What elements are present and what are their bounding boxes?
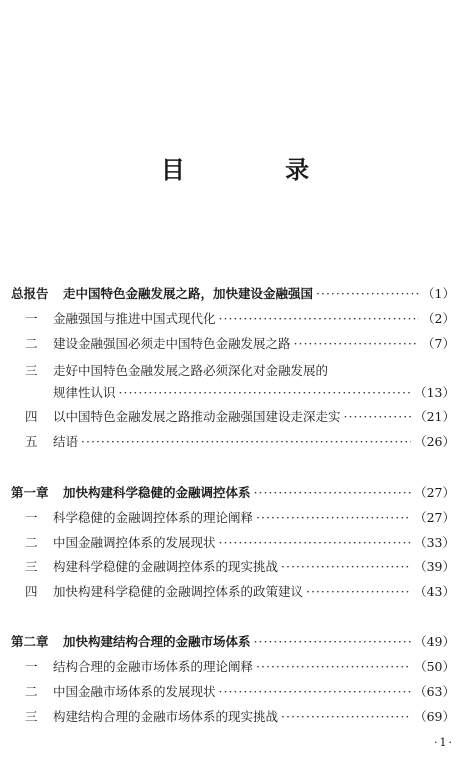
section-title: 中国金融调控体系的发展现状 (53, 535, 216, 550)
page-folio: ·1· (434, 736, 454, 749)
page-number: （69） (414, 709, 455, 724)
toc-entry[interactable] (11, 656, 455, 676)
page-number: （33） (414, 535, 455, 550)
section-number: 四 (25, 584, 38, 599)
section-title: 金融强国与推进中国式现代化 (53, 311, 216, 326)
chapter-number: 第一章 (11, 485, 49, 500)
page-number: （1） (422, 286, 455, 301)
chapter-title: 加快构建结构合理的金融市场体系 (63, 634, 251, 649)
page-number: （27） (414, 510, 455, 525)
toc-chapter-heading[interactable] (11, 482, 455, 502)
section-title: 结语 (53, 434, 79, 449)
section-number: 三 (25, 709, 38, 724)
section-title: 构建结构合理的金融市场体系的现实挑战 (53, 709, 279, 724)
section-title-continued: 规律性认识 (53, 385, 116, 400)
section-title: 走好中国特色金融发展之路必须深化对金融发展的 (53, 363, 329, 378)
toc-entry[interactable] (11, 581, 455, 601)
toc-entry[interactable] (11, 406, 455, 426)
page-number: （63） (414, 684, 455, 699)
section-title: 以中国特色金融发展之路推动金融强国建设走深走实 (53, 409, 341, 424)
toc-entry[interactable] (11, 308, 455, 328)
leader-dots (256, 510, 411, 525)
leader-dots (256, 659, 411, 674)
section-title: 构建科学稳健的金融调控体系的现实挑战 (53, 559, 279, 574)
page-number: （13） (414, 385, 455, 400)
page-number: （26） (414, 434, 455, 449)
section-title: 中国金融市场体系的发展现状 (53, 684, 216, 699)
page-number: （39） (414, 559, 455, 574)
page-number: （50） (414, 659, 455, 674)
toc-entry[interactable] (11, 333, 455, 353)
leader-dots (254, 634, 412, 649)
leader-dots (344, 409, 412, 424)
toc-report-heading[interactable] (11, 283, 455, 303)
chapter-title: 加快构建科学稳健的金融调控体系 (63, 485, 251, 500)
toc-chapter-heading[interactable] (11, 631, 455, 651)
section-title: 建设金融强国必须走中国特色金融发展之路 (53, 336, 291, 351)
leader-dots (316, 286, 419, 301)
page-number: （43） (414, 584, 455, 599)
leader-dots (281, 709, 411, 724)
toc-entry[interactable] (11, 532, 455, 552)
section-number: 三 (25, 363, 38, 378)
page-number: （27） (414, 485, 455, 500)
page-number: （2） (422, 311, 455, 326)
toc-entry-first-line[interactable] (25, 361, 328, 379)
page-number: （21） (414, 409, 455, 424)
section-number: 二 (25, 336, 38, 351)
leader-dots (119, 385, 412, 400)
section-number: 一 (25, 311, 38, 326)
report-number: 总报告 (11, 286, 49, 301)
section-number: 一 (25, 659, 38, 674)
leader-dots (254, 485, 412, 500)
page-title: 目 录 (160, 155, 356, 184)
chapter-number: 第二章 (11, 634, 49, 649)
toc-entry[interactable] (11, 681, 455, 701)
section-number: 三 (25, 559, 38, 574)
page-number: （49） (414, 634, 455, 649)
section-number: 五 (25, 434, 38, 449)
leader-dots (219, 311, 420, 326)
section-number: 一 (25, 510, 38, 525)
section-number: 二 (25, 684, 38, 699)
leader-dots (219, 535, 412, 550)
toc-entry[interactable] (11, 431, 455, 451)
toc-entry-continuation[interactable] (11, 382, 455, 402)
section-number: 四 (25, 409, 38, 424)
leader-dots (281, 559, 411, 574)
report-title: 走中国特色金融发展之路，加快建设金融强国 (63, 286, 314, 301)
leader-dots (294, 336, 420, 351)
section-title: 结构合理的金融市场体系的理论阐释 (53, 659, 254, 674)
toc-entry[interactable] (11, 507, 455, 527)
page-number: （7） (422, 336, 455, 351)
section-title: 科学稳健的金融调控体系的理论阐释 (53, 510, 254, 525)
leader-dots (306, 584, 411, 599)
toc-entry[interactable] (11, 706, 455, 726)
section-title: 加快构建科学稳健的金融调控体系的政策建议 (53, 584, 304, 599)
section-number: 二 (25, 535, 38, 550)
leader-dots (219, 684, 412, 699)
leader-dots (81, 434, 411, 449)
toc-entry[interactable] (11, 556, 455, 576)
